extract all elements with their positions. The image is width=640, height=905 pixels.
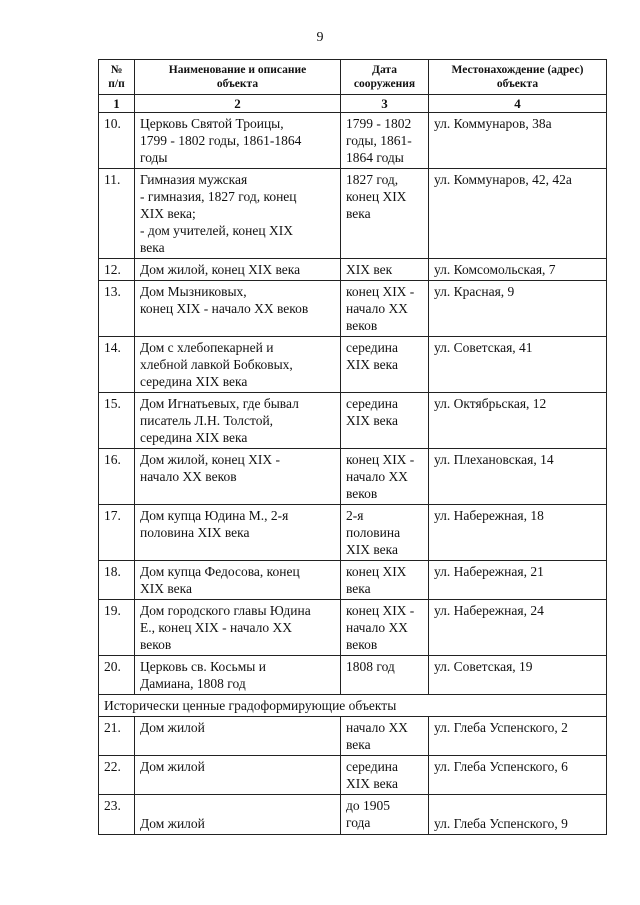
construction-date: XIX век [341, 259, 429, 281]
construction-date: середина XIX века [341, 337, 429, 393]
object-address: ул. Красная, 9 [429, 281, 607, 337]
table-row [99, 449, 607, 505]
object-name: Церковь св. Косьмы и Дамиана, 1808 год [135, 656, 341, 695]
object-name: Гимназия мужская - гимназия, 1827 год, конец XIX века; - дом учителей, конец XIX века [135, 169, 341, 259]
column-number: 1 [99, 95, 135, 113]
object-name: Дом с хлебопекарней и хлебной лавкой Бобковых, середина XIX века [135, 337, 341, 393]
construction-date: середина XIX века [341, 393, 429, 449]
heritage-objects-table [98, 59, 607, 835]
column-number: 4 [429, 95, 607, 113]
column-number-row [99, 95, 607, 113]
table-row [99, 600, 607, 656]
object-address: ул. Коммунаров, 42, 42а [429, 169, 607, 259]
row-number: 16. [99, 449, 135, 505]
object-name: Дом жилой [135, 717, 341, 756]
object-address: ул. Советская, 41 [429, 337, 607, 393]
row-number: 19. [99, 600, 135, 656]
object-address: ул. Набережная, 21 [429, 561, 607, 600]
row-number: 22. [99, 756, 135, 795]
object-address: ул. Набережная, 24 [429, 600, 607, 656]
object-address: ул. Комсомольская, 7 [429, 259, 607, 281]
construction-date: конец XIX века [341, 561, 429, 600]
construction-date: 1827 год, конец XIX века [341, 169, 429, 259]
object-name: Дом жилой, конец XIX века [135, 259, 341, 281]
object-address: ул. Октябрьская, 12 [429, 393, 607, 449]
table-row [99, 717, 607, 756]
object-address: ул. Глеба Успенского, 9 [429, 795, 607, 835]
construction-date: середина XIX века [341, 756, 429, 795]
column-number: 2 [135, 95, 341, 113]
table-row [99, 795, 607, 835]
object-address: ул. Коммунаров, 38а [429, 113, 607, 169]
row-number: 12. [99, 259, 135, 281]
section-title: Исторически ценные градоформирующие объекты [99, 695, 607, 717]
object-name: Дом жилой, конец XIX - начало XX веков [135, 449, 341, 505]
table-row [99, 337, 607, 393]
object-name: Дом Игнатьевых, где бывал писатель Л.Н. Толстой, середина XIX века [135, 393, 341, 449]
table-row [99, 756, 607, 795]
table-row [99, 281, 607, 337]
object-address: ул. Набережная, 18 [429, 505, 607, 561]
header-location: Местонахождение (адрес) объекта [429, 60, 607, 95]
row-number: 14. [99, 337, 135, 393]
construction-date: начало XX века [341, 717, 429, 756]
row-number: 10. [99, 113, 135, 169]
table-row [99, 656, 607, 695]
construction-date: конец XIX - начало XX веков [341, 281, 429, 337]
object-name: Дом Мызниковых, конец XIX - начало XX веков [135, 281, 341, 337]
object-name: Дом жилой [135, 756, 341, 795]
construction-date: до 1905 года [341, 795, 429, 835]
row-number: 23. [99, 795, 135, 835]
object-address: ул. Советская, 19 [429, 656, 607, 695]
column-number: 3 [341, 95, 429, 113]
object-name: Дом жилой [135, 795, 341, 835]
row-number: 13. [99, 281, 135, 337]
row-number: 21. [99, 717, 135, 756]
table-row [99, 505, 607, 561]
object-address: ул. Глеба Успенского, 6 [429, 756, 607, 795]
row-number: 17. [99, 505, 135, 561]
construction-date: конец XIX - начало XX веков [341, 449, 429, 505]
object-name: Дом купца Федосова, конец XIX века [135, 561, 341, 600]
table-row [99, 393, 607, 449]
row-number: 15. [99, 393, 135, 449]
row-number: 20. [99, 656, 135, 695]
construction-date: 2-я половина XIX века [341, 505, 429, 561]
object-name: Дом купца Юдина М., 2-я половина XIX века [135, 505, 341, 561]
page-number: 9 [316, 30, 324, 45]
table-row [99, 561, 607, 600]
row-number: 18. [99, 561, 135, 600]
construction-date: конец XIX - начало XX веков [341, 600, 429, 656]
table-row [99, 169, 607, 259]
section-row [99, 695, 607, 717]
row-number: 11. [99, 169, 135, 259]
header-date: Дата сооружения [341, 60, 429, 95]
object-address: ул. Глеба Успенского, 2 [429, 717, 607, 756]
construction-date: 1799 - 1802 годы, 1861- 1864 годы [341, 113, 429, 169]
object-name: Дом городского главы Юдина Е., конец XIX - начало XX веков [135, 600, 341, 656]
header-row [99, 60, 607, 95]
header-num: № п/п [99, 60, 135, 95]
table-row [99, 259, 607, 281]
construction-date: 1808 год [341, 656, 429, 695]
table-row [99, 113, 607, 169]
object-address: ул. Плехановская, 14 [429, 449, 607, 505]
object-name: Церковь Святой Троицы, 1799 - 1802 годы, 1861-1864 годы [135, 113, 341, 169]
header-name: Наименование и описание объекта [135, 60, 341, 95]
